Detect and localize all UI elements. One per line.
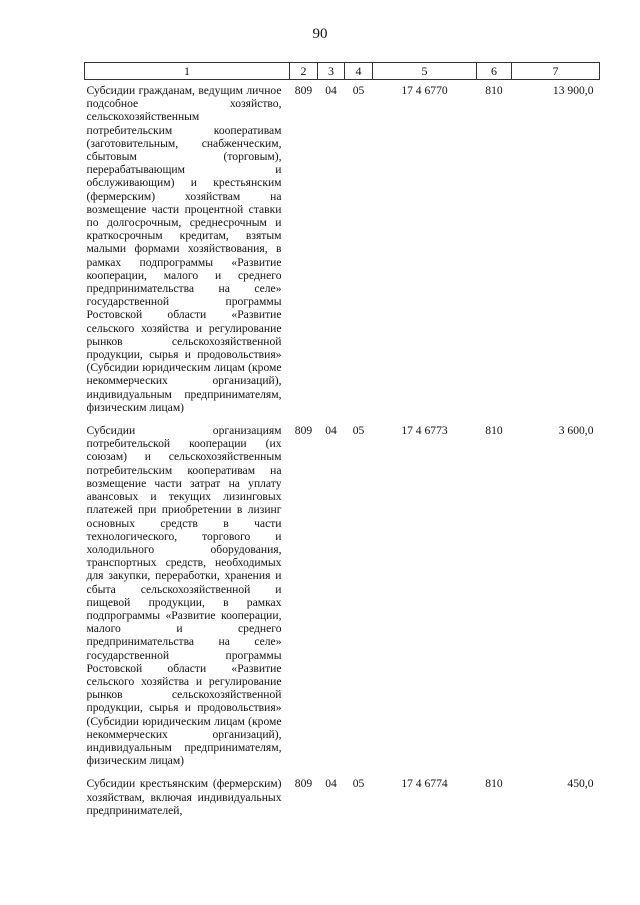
table-row [85, 80, 600, 421]
table-header-row [85, 63, 600, 80]
row-subsection-code: 05 [352, 777, 365, 791]
header-col-5: 5 [373, 63, 477, 80]
row-section-code: 04 [325, 777, 337, 791]
row-expense-type: 810 [485, 84, 503, 97]
header-col-2: 2 [290, 63, 318, 80]
table-row [85, 773, 600, 823]
row-subsection-code: 05 [352, 424, 365, 438]
row-section-code: 04 [325, 84, 337, 97]
row-expense-type: 810 [485, 424, 503, 438]
row-description: Субсидии организациям потребительской кооперации (их союзам) и сельскохозяйственным потребительским кооперативам на возмещение части затрат на уплату авансовых и текущих лизинговых платежей при приобретении в лизинг основных средств в части технологического, торгового и холодильного оборудования, транспортных средств, необходимых для закупки, переработки, хранения и сбыта сельскохозяйственной и пищевой продукции, в рамках подпрограммы «Развитие кооперации, малого и среднего предпринимательства на селе» государственной программы Ростовской области «Развитие сельского хозяйства и регулирование рынков сельскохозяйственной продукции, сырья и продовольствия» (Субсидии юридическим лицам (кроме некоммерческих организаций), индивидуальным предпринимателям, физическим лицам) [86, 424, 282, 768]
table-row [85, 420, 600, 773]
header-col-3: 3 [318, 63, 345, 80]
row-expense-type: 810 [485, 777, 503, 791]
row-section-code: 04 [325, 424, 337, 438]
budget-table [84, 62, 600, 823]
header-col-1: 1 [85, 63, 290, 80]
row-target-code: 17 4 6774 [401, 777, 448, 791]
header-col-6: 6 [477, 63, 512, 80]
row-amount: 450,0 [567, 777, 594, 791]
row-ministry-code: 809 [294, 424, 313, 438]
row-description: Субсидии крестьянским (фермерским) хозяйствам, включая индивидуальных предпринимателей, [86, 777, 282, 817]
header-col-7: 7 [512, 63, 600, 80]
row-target-code: 17 4 6770 [401, 84, 448, 97]
row-amount: 13 900,0 [552, 84, 594, 97]
header-col-4: 4 [345, 63, 373, 80]
row-target-code: 17 4 6773 [401, 424, 448, 438]
row-subsection-code: 05 [352, 84, 365, 97]
row-ministry-code: 809 [294, 84, 313, 97]
row-amount: 3 600,0 [558, 424, 594, 438]
row-description: Субсидии гражданам, ведущим личное подсобное хозяйство, сельскохозяйственным потребительским кооперативам (заготовительным, снабженческим, сбытовым (торговым), перерабатывающим и обслуживающим) и крестьянским (фермерским) хозяйствам на возмещение части процентной ставки по долгосрочным, среднесрочным и краткосрочным кредитам, взятым малыми формами хозяйствования, в рамках подпрограммы «Развитие кооперации, малого и среднего предпринимательства на селе» государственной программы Ростовской области «Развитие сельского хозяйства и регулирование рынков сельскохозяйственной продукции, сырья и продовольствия» (Субсидии юридическим лицам (кроме некоммерческих организаций), индивидуальным предпринимателям, физическим лицам) [86, 84, 282, 414]
row-ministry-code: 809 [294, 777, 313, 791]
page-number: 90 [312, 26, 328, 42]
